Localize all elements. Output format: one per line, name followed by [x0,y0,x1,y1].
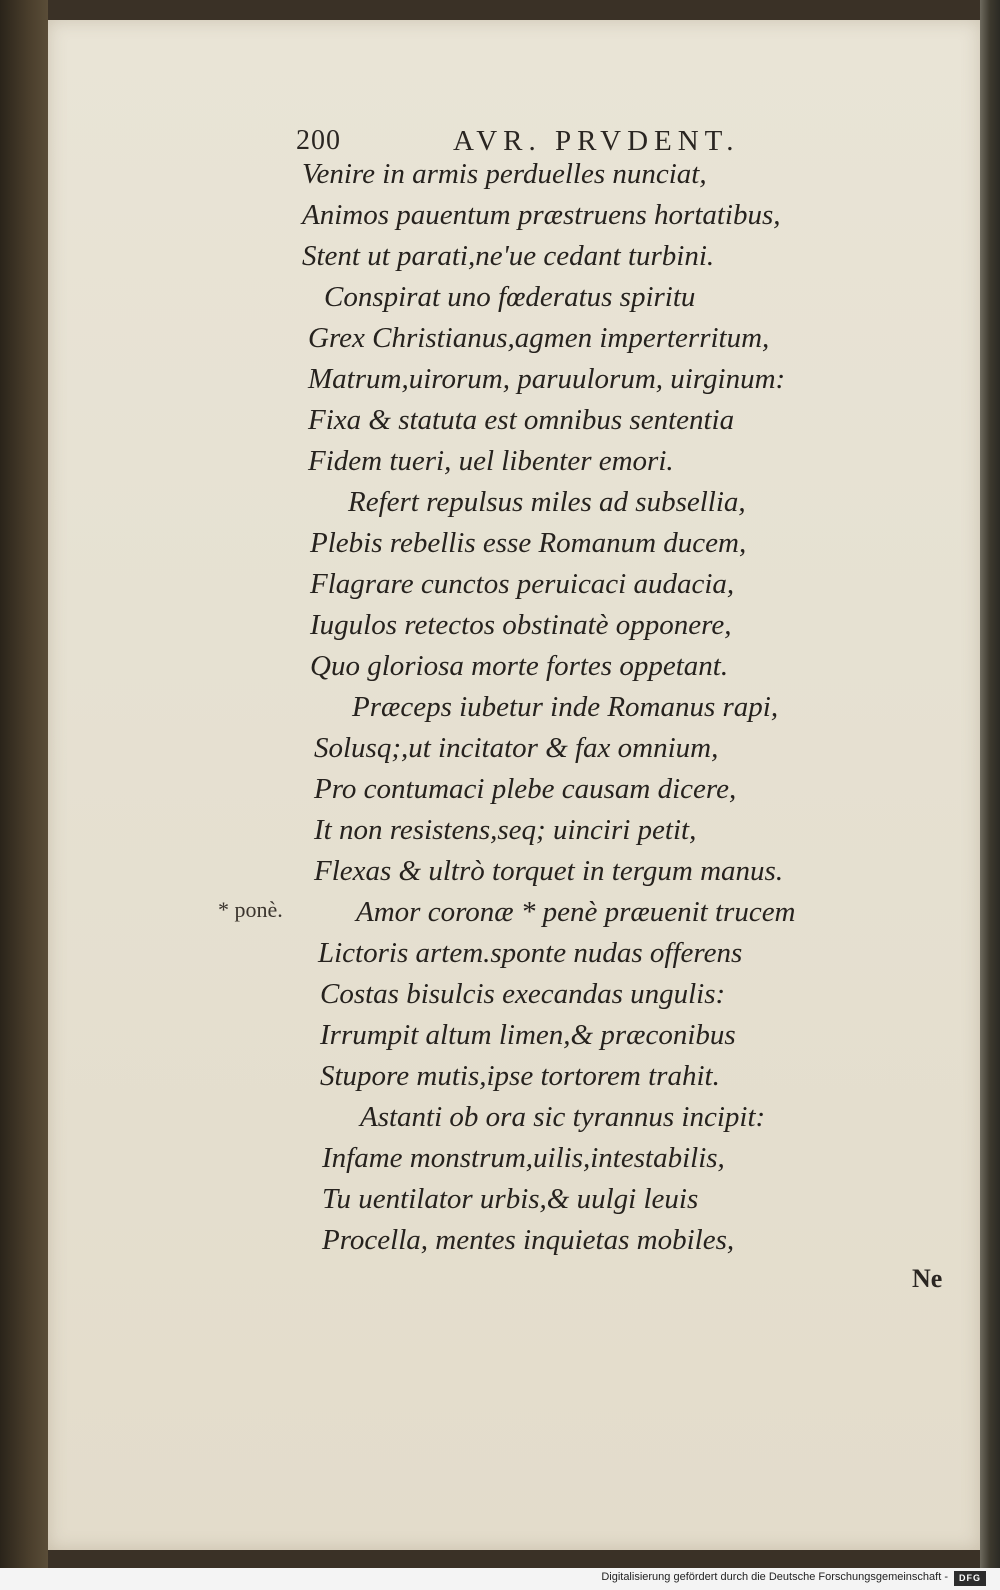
verse-line: Flagrare cunctos peruicaci audacia, [310,568,735,600]
verse-line: Refert repulsus miles ad subsellia, [348,486,746,518]
book-binding-edge [0,0,48,1568]
verse-line: Procella, mentes inquietas mobiles, [322,1224,735,1256]
funding-credit: Digitalisierung gefördert durch die Deutsche Forschungsgemeinschaft - [601,1571,948,1583]
verse-line: Fidem tueri, uel libenter emori. [308,445,674,477]
verse-line: Fixa & statuta est omnibus sententia [308,404,735,436]
verse-line: Stent ut parati,ne'ue cedant turbini. [302,240,715,272]
verse-line: Præceps iubetur inde Romanus rapi, [352,691,779,723]
verse-line: Tu uentilator urbis,& uulgi leuis [322,1183,699,1215]
verse-line: Matrum,uirorum, paruulorum, uirginum: [308,363,786,395]
verse-line: Astanti ob ora sic tyrannus incipit: [360,1101,766,1133]
marginal-note: * ponè. [218,897,283,922]
verse-line: Iugulos retectos obstinatè opponere, [310,609,732,641]
catchword: Ne [912,1264,943,1293]
page-number: 200 [296,125,341,156]
verse-line: Plebis rebellis esse Romanum ducem, [310,527,747,559]
verse-text [296,154,876,1261]
verse-line: Irrumpit altum limen,& præconibus [320,1019,736,1051]
verse-line: Grex Christianus,agmen imperterritum, [308,322,770,354]
verse-line: Costas bisulcis execandas ungulis: [320,978,726,1010]
verse-line: It non resistens,seq; uinciri petit, [314,814,697,846]
verse-line: Quo gloriosa morte fortes oppetant. [310,650,729,682]
verse-line: Flexas & ultrò torquet in tergum manus. [314,855,784,887]
running-title: AVR. PRVDENT. [453,125,740,157]
book-right-edge [980,0,1000,1568]
verse-line: Amor coronæ * penè præuenit trucem [356,896,796,928]
verse-line: Solusq;,ut incitator & fax omnium, [314,732,719,764]
dfg-logo: DFG [954,1571,986,1586]
verse-line: Lictoris artem.sponte nudas offerens [318,937,743,969]
verse-line: Conspirat uno fœderatus spiritu [324,281,696,313]
footer-bar [0,1568,1000,1590]
verse-line: Infame monstrum,uilis,intestabilis, [322,1142,725,1174]
verse-line: Stupore mutis,ipse tortorem trahit. [320,1060,720,1092]
verse-line: Venire in armis perduelles nunciat, [302,158,707,190]
verse-line: Animos pauentum præstruens hortatibus, [302,199,781,231]
verse-line: Pro contumaci plebe causam dicere, [314,773,737,805]
